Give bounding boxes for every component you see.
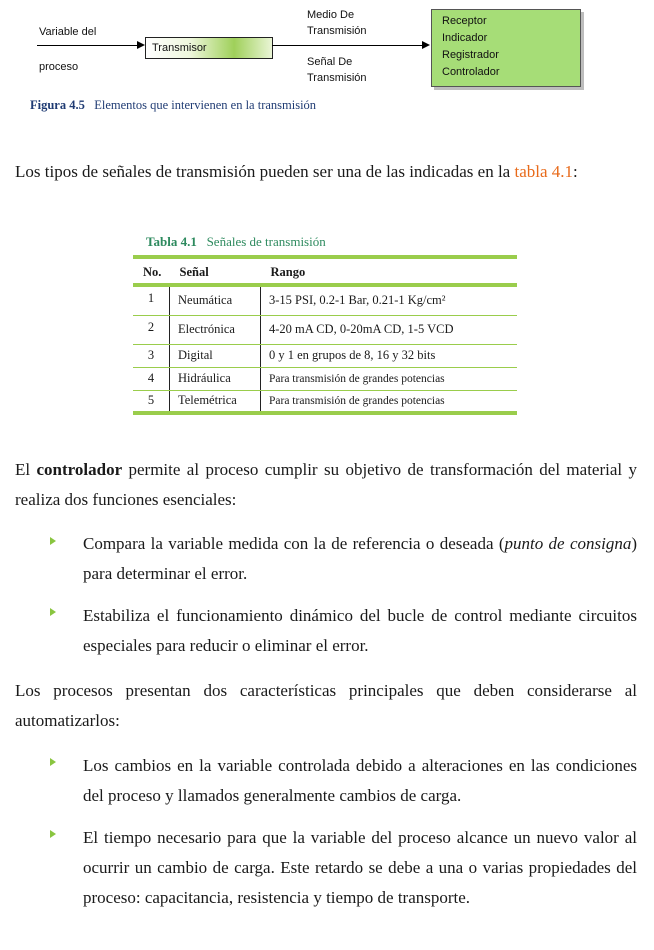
input-label-2: proceso <box>39 61 79 73</box>
row-range: 4-20 mA CD, 0-20mA CD, 1-5 VCD <box>261 315 518 344</box>
row-range: 0 y 1 en grupos de 8, 16 y 32 bits <box>261 344 518 367</box>
table-row <box>133 367 517 390</box>
output-arrowhead <box>422 41 430 49</box>
medium-label-1: Medio De <box>307 9 355 21</box>
row-range: Para transmisión de grandes potencias <box>261 390 518 413</box>
bullet-arrow-icon <box>50 830 56 838</box>
table-row <box>133 285 517 315</box>
table-row <box>133 344 517 367</box>
bullet-arrow-icon <box>50 758 56 766</box>
bullet-item: Los cambios en la variable controlada debido a alteraciones en las condiciones del proceso y llamados generalmente cambios de carga. <box>83 756 637 805</box>
transmitter-label: Transmisor <box>152 42 207 54</box>
row-number: 4 <box>133 367 170 390</box>
paragraph-process-characteristics: Los procesos presentan dos características principales que deben considerarse al automatizarlos: <box>15 681 637 730</box>
paragraph-text: El <box>15 460 37 479</box>
header-no: No. <box>133 257 170 285</box>
table-number: Tabla 4.1 <box>146 234 197 249</box>
bullet-item <box>83 529 637 589</box>
transmitter-box <box>145 37 273 59</box>
row-signal: Hidráulica <box>170 367 261 390</box>
table-caption-text: Señales de transmisión <box>206 234 326 249</box>
table-reference-link[interactable]: tabla 4.1 <box>514 162 574 181</box>
setpoint-term: punto de consigna <box>504 534 632 553</box>
bullet-item: El tiempo necesario para que la variable del proceso alcance un nuevo valor al ocurrir un cambio de carga. Este retardo se debe a una o varias propiedades del proceso: capacitancia, resistencia y tiempo de transporte. <box>83 828 637 907</box>
bullet-text: ) para determinar el error. <box>83 534 637 583</box>
medium-label-2: Transmisión <box>307 25 367 37</box>
bullet-item: Estabiliza el funcionamiento dinámico del bucle de control mediante circuitos especiales para reducir o eliminar el error. <box>83 606 637 655</box>
signal-label-1: Señal De <box>307 56 353 68</box>
row-signal: Digital <box>170 344 261 367</box>
row-number: 3 <box>133 344 170 367</box>
header-range: Rango <box>261 257 518 285</box>
recorder-item: Registrador <box>442 49 499 61</box>
table-row <box>133 390 517 413</box>
figure-number: Figura 4.5 <box>30 98 85 112</box>
signals-table <box>133 255 517 415</box>
output-arrow-line <box>272 45 422 46</box>
controller-item: Controlador <box>442 66 500 78</box>
paragraph-controller <box>15 455 637 515</box>
table-caption <box>146 234 326 250</box>
row-signal: Electrónica <box>170 315 261 344</box>
row-number: 2 <box>133 315 170 344</box>
paragraph-text: Los tipos de señales de transmisión pueden ser una de las indicadas en la <box>15 162 515 181</box>
row-range: Para transmisión de grandes potencias <box>261 367 518 390</box>
input-arrowhead <box>137 41 145 49</box>
paragraph-signal-types <box>15 157 637 187</box>
bullet-arrow-icon <box>50 608 56 616</box>
bullet-arrow-icon <box>50 537 56 545</box>
row-number: 1 <box>133 285 170 315</box>
receiver-item: Receptor <box>442 15 487 27</box>
indicator-item: Indicador <box>442 32 488 44</box>
controller-term: controlador <box>36 460 123 479</box>
figure-caption-text: Elementos que intervienen en la transmisión <box>94 98 317 112</box>
paragraph-text: permite al proceso cumplir su objetivo de transformación del material y realiza dos funciones esenciales: <box>15 460 637 509</box>
figure-caption <box>30 98 316 113</box>
paragraph-end: : <box>573 162 578 181</box>
row-signal: Telemétrica <box>170 390 261 413</box>
bullet-text: Compara la variable medida con la de referencia o deseada ( <box>83 534 505 553</box>
row-number: 5 <box>133 390 170 413</box>
header-signal: Señal <box>170 257 261 285</box>
row-signal: Neumática <box>170 285 261 315</box>
input-label-1: Variable del <box>39 26 97 38</box>
table-header-row <box>133 257 517 285</box>
input-arrow-line <box>37 45 137 46</box>
signal-label-2: Transmisión <box>307 72 367 84</box>
receiver-box <box>431 9 581 87</box>
table-row <box>133 315 517 344</box>
row-range: 3-15 PSI, 0.2-1 Bar, 0.21-1 Kg/cm² <box>261 285 518 315</box>
